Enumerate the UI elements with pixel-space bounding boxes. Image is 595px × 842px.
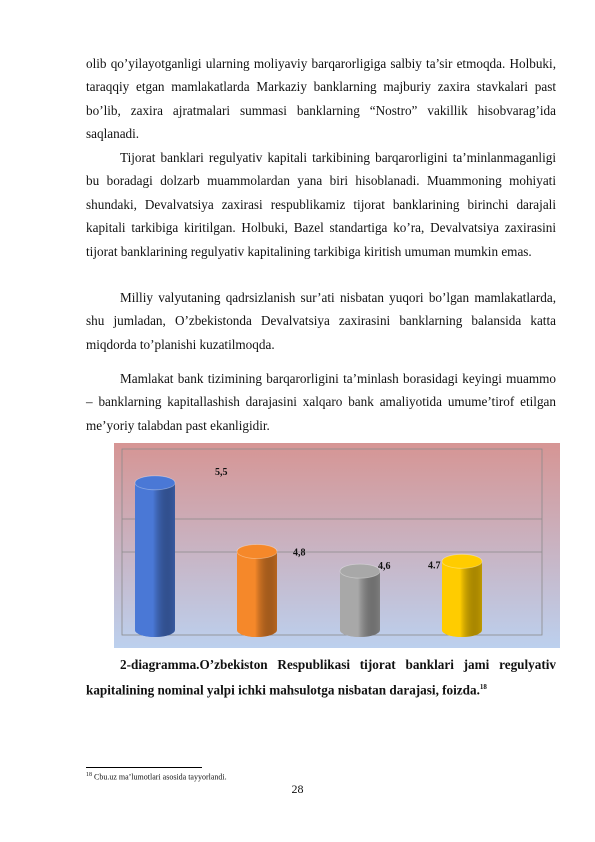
page-number: 28 (291, 782, 304, 796)
footnote (86, 770, 227, 783)
chart-background (114, 443, 560, 648)
bar-shading (135, 483, 175, 637)
bar-chart (114, 443, 560, 648)
data-label: 4,6 (378, 561, 391, 573)
bar-top (135, 476, 175, 490)
bar (340, 564, 380, 637)
bar-chart-svg (114, 443, 560, 648)
footnote-number: 18 (86, 772, 92, 778)
caption-text: 2-diagramma.O’zbekiston Respublikasi tijorat banklari jami regulyativ kapitalining nominal yalpi ichki mahsulotga nisbatan darajasi, foizda. (86, 657, 556, 698)
paragraph-4: Mamlakat bank tizimining barqarorligini ta’minlash borasidagi keyingi muammo – banklarning kapitallashish darajasini xalqaro bank amaliyotida umume’tirof etilgan me’yoriy talabdan past ekanligidir. (86, 371, 556, 433)
data-label: 4.7 (428, 560, 441, 572)
footnote-divider (86, 767, 202, 768)
bar-shading (237, 552, 277, 638)
data-label: 4,8 (293, 547, 306, 559)
bar (442, 554, 482, 637)
bar-top (237, 545, 277, 559)
bar (237, 545, 277, 638)
caption-footnote-ref: 18 (479, 683, 487, 692)
bar-shading (340, 571, 380, 637)
figure-caption (86, 653, 556, 702)
paragraph-2: Tijorat banklari regulyativ kapitali tarkibining barqarorligini ta’minlanmaganligi bu boradagi dolzarb muammolardan yana biri hisoblanadi. Muammoning mohiyati shundaki, Devalvatsiya zaxirasi respublikamiz tijorat banklarining birinchi darajali kapitali tarkibiga kiritilgan. Holbuki, Bazel standartiga ko’ra, Devalvatsiya zaxirasini tijorat banklarining regulyativ kapitalining tarkibiga kiritish umuman mumkin emas. (86, 150, 556, 259)
data-label: 5,5 (215, 466, 228, 478)
bar (135, 476, 175, 637)
bar-top (340, 564, 380, 578)
paragraph-1: olib qo’yilayotganligi ularning moliyaviy barqarorligiga salbiy ta’sir etmoqda. Holbuki, taraqqiy etgan mamlakatlarda Markaziy banklarning majburiy zaxira stavkalari past bo’lib, zaxira ajratmalari summasi banklarning “Nostro” vakillik hisobvarag’ida saqlanadi. (86, 56, 556, 142)
bar-shading (442, 561, 482, 637)
paragraph-3: Milliy valyutaning qadrsizlanish sur’ati nisbatan yuqori bo’lgan mamlakatlarda, shu jumladan, O’zbekistonda Devalvatsiya zaxirasini banklarning balansida katta miqdorda to’planishi kuzatilmoqda. (86, 290, 556, 352)
bar-top (442, 554, 482, 568)
footnote-text: Cbu.uz ma’lumotlari asosida tayyorlandi. (94, 772, 227, 782)
